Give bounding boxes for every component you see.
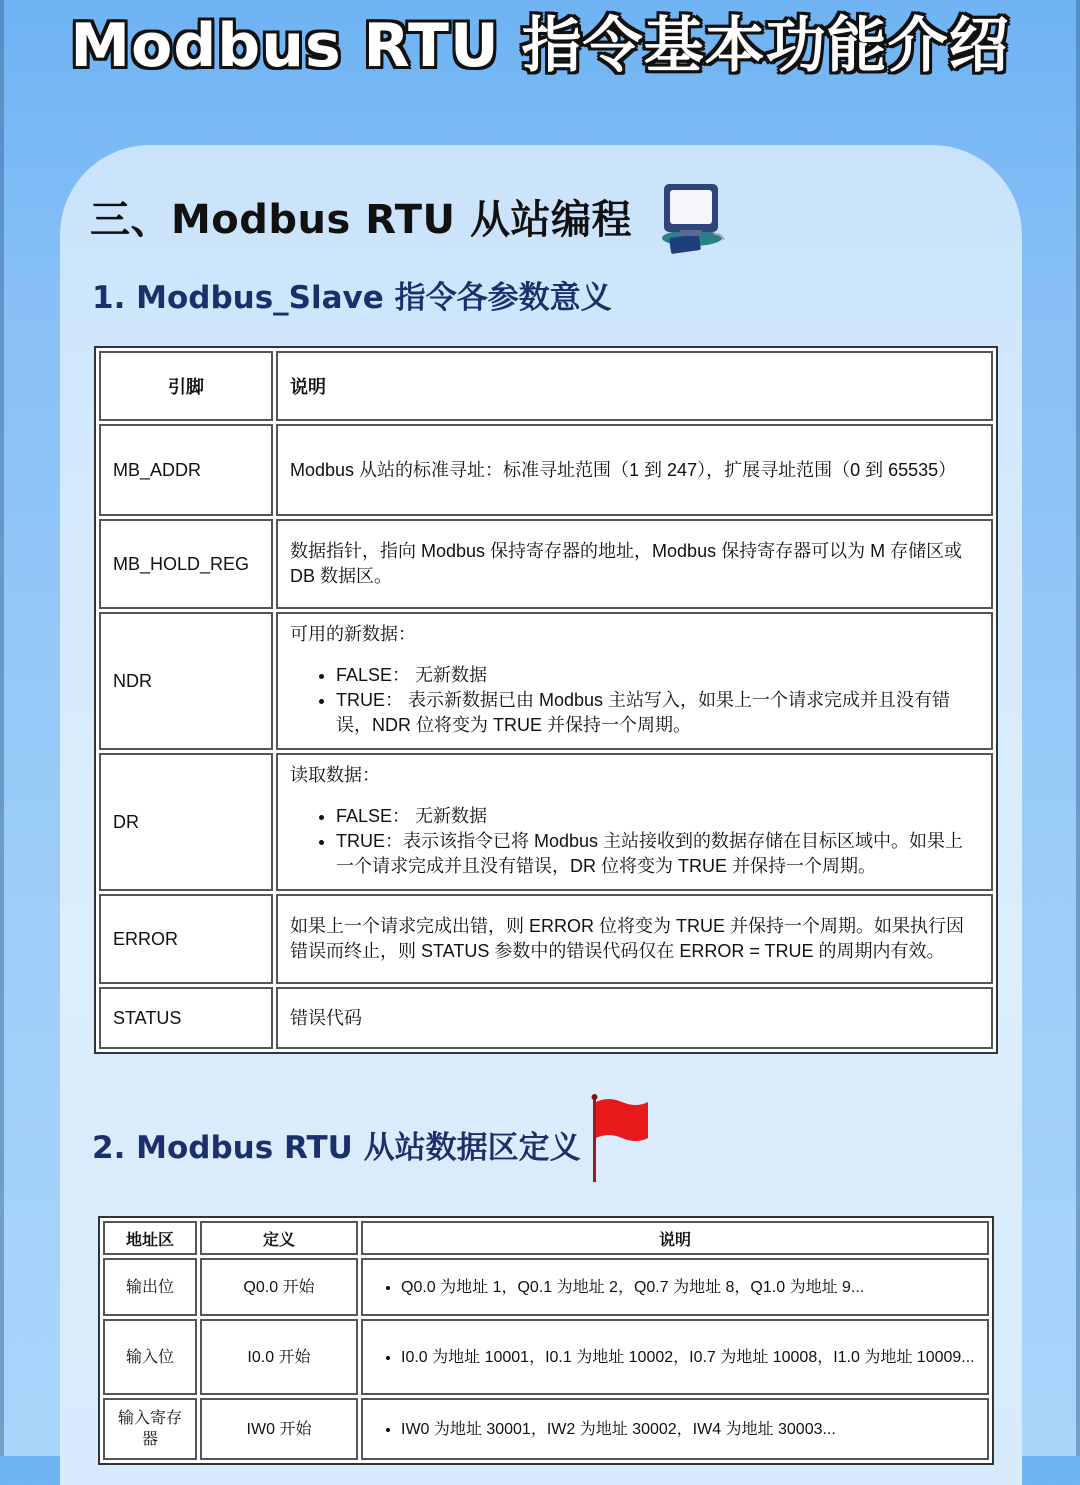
- data-area-table: [98, 1216, 994, 1465]
- area-cell: 输入位: [103, 1319, 197, 1395]
- desc-cell: Modbus 从站的标准寻址：标准寻址范围（1 到 247），扩展寻址范围（0 到 65535）: [276, 424, 993, 516]
- desc-cell: [276, 753, 993, 891]
- section-title: 三、Modbus RTU 从站编程: [90, 197, 632, 243]
- area-cell: 输入寄存器: [103, 1398, 197, 1460]
- table-row: [103, 1319, 989, 1395]
- frame-right-edge: [1076, 0, 1080, 1456]
- definition-cell: Q0.0 开始: [200, 1258, 358, 1316]
- pin-cell: MB_ADDR: [99, 424, 273, 516]
- pin-cell: NDR: [99, 612, 273, 750]
- frame-left-edge: [0, 0, 4, 1456]
- desc-cell: [276, 612, 993, 750]
- desc-cell: 错误代码: [276, 987, 993, 1049]
- desc-cell: [361, 1398, 989, 1460]
- bullet-list: [379, 1277, 975, 1298]
- table-row: [99, 519, 993, 609]
- table-row: [103, 1398, 989, 1460]
- list-item: • TRUE： 表示新数据已由 Modbus 主站写入，如果上一个请求完成并且没有错误，NDR 位将变为 TRUE 并保持一个周期。: [336, 688, 979, 738]
- area-cell: 输出位: [103, 1258, 197, 1316]
- pin-cell: STATUS: [99, 987, 273, 1049]
- pin-cell: ERROR: [99, 894, 273, 984]
- table-row: [103, 1258, 989, 1316]
- table-row: [99, 753, 993, 891]
- bullet-list: [290, 663, 979, 738]
- header-desc: 说明: [361, 1221, 989, 1255]
- main-title: Modbus RTU 指令基本功能介绍: [70, 11, 1010, 81]
- definition-cell: I0.0 开始: [200, 1319, 358, 1395]
- header-area: 地址区: [103, 1221, 197, 1255]
- bullet-list: [379, 1347, 975, 1368]
- table-row: [99, 612, 993, 750]
- table-header-row: [103, 1221, 989, 1255]
- bullet-list: [290, 804, 979, 879]
- pin-cell: MB_HOLD_REG: [99, 519, 273, 609]
- list-item: • FALSE： 无新数据: [336, 663, 979, 688]
- desc-lead: 读取数据：: [290, 765, 380, 785]
- list-item: • IW0 为地址 30001，IW2 为地址 30002，IW4 为地址 30003...: [401, 1419, 975, 1440]
- desc-cell: 数据指针，指向 Modbus 保持寄存器的地址，Modbus 保持寄存器可以为 M 存储区或 DB 数据区。: [276, 519, 993, 609]
- part2-title: 2. Modbus RTU 从站数据区定义: [92, 1130, 581, 1166]
- computer-monitor-icon: [656, 180, 728, 256]
- list-item: • FALSE： 无新数据: [336, 804, 979, 829]
- bullet-list: [379, 1419, 975, 1440]
- table-row: [99, 987, 993, 1049]
- table-row: [99, 424, 993, 516]
- slave-params-table: [94, 346, 998, 1054]
- header-definition: 定义: [200, 1221, 358, 1255]
- table-header-row: [99, 351, 993, 421]
- definition-cell: IW0 开始: [200, 1398, 358, 1460]
- list-item: • I0.0 为地址 10001，I0.1 为地址 10002，I0.7 为地址 10008，I1.0 为地址 10009...: [401, 1347, 975, 1368]
- desc-cell: [361, 1258, 989, 1316]
- desc-cell: [361, 1319, 989, 1395]
- desc-cell: 如果上一个请求完成出错，则 ERROR 位将变为 TRUE 并保持一个周期。如果执行因错误而终止，则 STATUS 参数中的错误代码仅在 ERROR = TRUE 的周期内有效。: [276, 894, 993, 984]
- red-flag-icon: [588, 1094, 652, 1184]
- desc-lead: 可用的新数据：: [290, 624, 416, 644]
- list-item: • TRUE：表示该指令已将 Modbus 主站接收到的数据存储在目标区域中。如果上一个请求完成并且没有错误，DR 位将变为 TRUE 并保持一个周期。: [336, 829, 979, 879]
- part1-title: 1. Modbus_Slave 指令各参数意义: [92, 280, 612, 316]
- pin-cell: DR: [99, 753, 273, 891]
- table-row: [99, 894, 993, 984]
- header-desc: 说明: [276, 351, 993, 421]
- header-pin: 引脚: [99, 351, 273, 421]
- list-item: • Q0.0 为地址 1，Q0.1 为地址 2，Q0.7 为地址 8，Q1.0 为地址 9...: [401, 1277, 975, 1298]
